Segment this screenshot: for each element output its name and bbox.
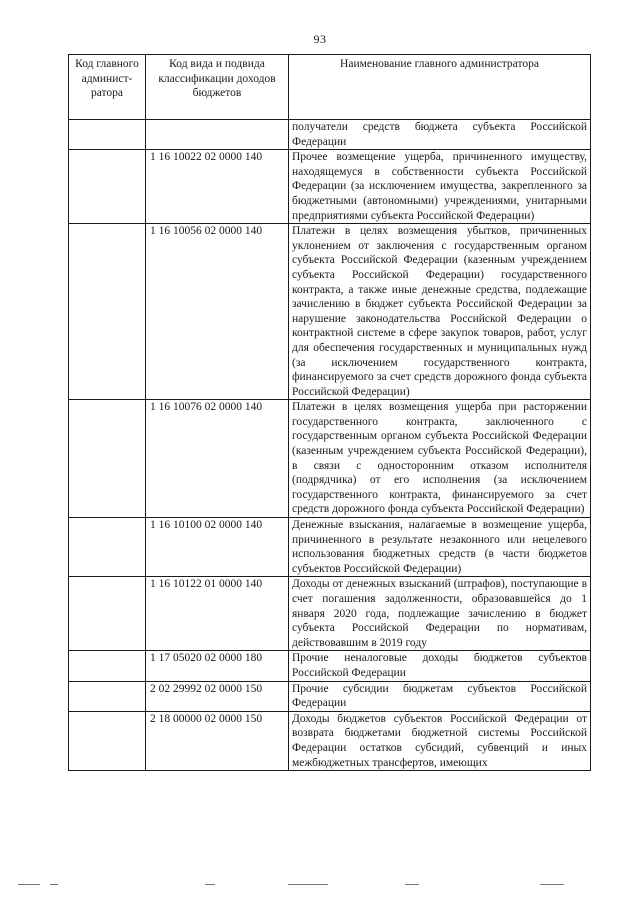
table-row: [69, 518, 591, 577]
table-row: [69, 681, 591, 711]
table-row: [69, 400, 591, 518]
revenue-code-cell: [146, 120, 289, 150]
admin-code-cell: [69, 577, 146, 651]
table-row: [69, 577, 591, 651]
revenue-code-cell: 1 16 10100 02 0000 140: [146, 518, 289, 577]
admin-name-cell: Платежи в целях возмещения ущерба при расторжении государственного контракта, заключенного с государственным органом субъекта Российской Федерации (казенным учреждением субъекта Российской Федерации), в связи с односторонним отказом исполнителя (подрядчика) от его исполнения (за исключением государственного контракта, финансируемого за счет средств дорожного фонда субъекта Российской Федерации): [289, 400, 591, 518]
admin-code-cell: [69, 518, 146, 577]
table-row: [69, 224, 591, 400]
admin-name-cell: Доходы бюджетов субъектов Российской Федерации от возврата бюджетами бюджетной системы Российской Федерации остатков субсидий, субвенций и иных межбюджетных трансфертов, имеющих: [289, 711, 591, 770]
revenue-code-cell: 2 02 29992 02 0000 150: [146, 681, 289, 711]
revenue-administrators-table: [68, 54, 591, 771]
admin-code-cell: [69, 711, 146, 770]
table-row: [69, 120, 591, 150]
header-revenue-code: Код вида и подвида классификации доходов бюджетов: [146, 55, 289, 120]
admin-name-cell: Денежные взыскания, налагаемые в возмещение ущерба, причиненного в результате незаконного или нецелевого использования бюджетных средств (в части бюджетов субъектов Российской Федерации): [289, 518, 591, 577]
admin-name-cell: Доходы от денежных взысканий (штрафов), поступающие в счет погашения задолженности, образовавшейся до 1 января 2020 года, подлежащие зачислению в бюджет субъекта Российской Федерации по нормативам, действовавшим в 2019 году: [289, 577, 591, 651]
scan-artifacts: [0, 884, 640, 892]
admin-code-cell: [69, 120, 146, 150]
header-admin-code: Код главного админист-ратора: [69, 55, 146, 120]
admin-name-cell: Платежи в целях возмещения убытков, причиненных уклонением от заключения с государственным органом субъекта Российской Федерации (казенным учреждением субъекта Российской Федерации) государственного контракта, а также иные денежные средства, подлежащие зачислению в бюджет субъекта Российской Федерации за нарушение законодательства Российской Федерации о контрактной системе в сфере закупок товаров, работ, услуг для обеспечения государственных и муниципальных нужд (за исключением государственного контракта, финансируемого за счет средств дорожного фонда субъекта Российской Федерации): [289, 224, 591, 400]
admin-name-cell: Прочие субсидии бюджетам субъектов Российской Федерации: [289, 681, 591, 711]
admin-name-cell: получатели средств бюджета субъекта Российской Федерации: [289, 120, 591, 150]
admin-name-cell: Прочее возмещение ущерба, причиненного имуществу, находящемуся в собственности субъекта Российской Федерации (за исключением имущества, закрепленного за бюджетными (автономными) учреждениями, унитарными предприятиями субъекта Российской Федерации): [289, 150, 591, 224]
table-row: [69, 651, 591, 681]
page-number: 93: [313, 32, 327, 46]
revenue-code-cell: 1 16 10122 01 0000 140: [146, 577, 289, 651]
revenue-code-cell: 2 18 00000 02 0000 150: [146, 711, 289, 770]
revenue-code-cell: 1 17 05020 02 0000 180: [146, 651, 289, 681]
table-body: [69, 120, 591, 771]
admin-code-cell: [69, 224, 146, 400]
admin-code-cell: [69, 681, 146, 711]
table-row: [69, 150, 591, 224]
revenue-code-cell: 1 16 10076 02 0000 140: [146, 400, 289, 518]
admin-code-cell: [69, 150, 146, 224]
header-admin-name: Наименование главного администратора: [289, 55, 591, 120]
table-header: [69, 55, 591, 120]
revenue-code-cell: 1 16 10022 02 0000 140: [146, 150, 289, 224]
table-row: [69, 711, 591, 770]
revenue-code-cell: 1 16 10056 02 0000 140: [146, 224, 289, 400]
admin-name-cell: Прочие неналоговые доходы бюджетов субъектов Российской Федерации: [289, 651, 591, 681]
admin-code-cell: [69, 651, 146, 681]
admin-code-cell: [69, 400, 146, 518]
